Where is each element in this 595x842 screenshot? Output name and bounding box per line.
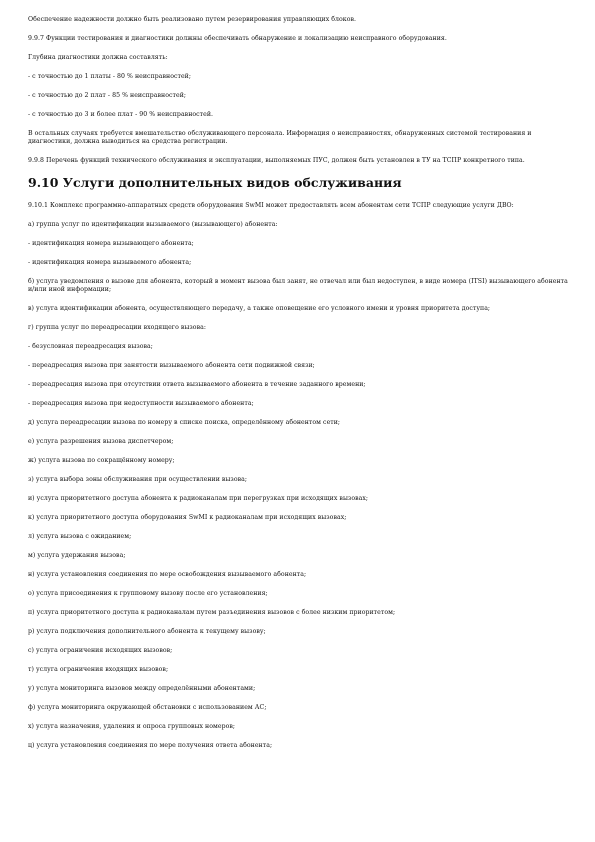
list-item: л) услуга вызова с ожиданием; [28,533,132,540]
list-item: д) услуга переадресации вызова по номеру в списке поиска, определённому абонентом сети; [28,419,341,426]
list-item: - с точностью до 3 и более плат - 90 % неисправностей. [28,111,214,118]
list-item: - переадресация вызова при занятости вызываемого абонента сети подвижной связи; [28,362,315,369]
paragraph: 9.10.1 Комплекс программно-аппаратных средств оборудования SwMI может предоставлять всем абонентам сети ТСПР следующие услуги ДВО: [28,202,514,209]
list-item: ф) услуга мониторинга окружающей обстановки с использованием АС; [28,704,267,711]
list-item: п) услуга приоритетного доступа к радиоканалам путем разъединения вызовов с более низким приоритетом; [28,609,396,616]
list-item: ж) услуга вызова по сокращённому номеру; [28,457,175,464]
list-item: н) услуга установления соединения по мере освобождения вызываемого абонента; [28,571,307,578]
list-item: - с точностью до 1 платы - 80 % неисправностей; [28,73,191,80]
list-item: ц) услуга установления соединения по мере получения ответа абонента; [28,742,273,749]
list-item: м) услуга удержания вызова; [28,552,126,559]
list-item: - с точностью до 2 плат - 85 % неисправностей; [28,92,187,99]
paragraph: 9.9.7 Функции тестирования и диагностики должны обеспечивать обнаружение и локализацию неисправного оборудования. [28,35,447,42]
list-item: у) услуга мониторинга вызовов между определёнными абонентами; [28,685,256,692]
top-paragraphs [28,16,571,165]
list-item: т) услуга ограничения входящих вызовов; [28,666,169,673]
list-item: г) группа услуг по переадресации входящего вызова: [28,324,206,331]
list-item: к) услуга приоритетного доступа оборудования SwMI к радиоканалам при исходящих вызовах; [28,514,347,521]
paragraph: 9.9.8 Перечень функций технического обслуживания и эксплуатации, выполняемых ПУС, должен быть установлен в ТУ на ТСПР конкретного типа. [28,157,525,164]
paragraph: Глубина диагностики должна составлять: [28,54,168,61]
list-item: - переадресация вызова при отсутствии ответа вызываемого абонента в течение заданного времени; [28,381,366,388]
list-item: - переадресация вызова при недоступности вызываемого абонента; [28,400,254,407]
list-item: з) услуга выбора зоны обслуживания при осуществлении вызова; [28,476,248,483]
list-item: - безусловная переадресация вызова; [28,343,153,350]
list-item: - идентификация номера вызываемого абонента; [28,259,192,266]
list-item: х) услуга назначения, удаления и опроса групповых номеров; [28,723,236,730]
list-item: - идентификация номера вызывающего абонента; [28,240,194,247]
list-item: в) услуга идентификации абонента, осуществляющего передачу, а также оповещение его условного имени и уровня приоритета доступа; [28,305,491,312]
list-item: б) услуга уведомления о вызове для абонента, который в момент вызова был занят, не отвечал или был недоступен, в виде номера (ITSI) вызывающего абонента и/или иной информации; [28,278,568,293]
section-title: 9.10 Услуги дополнительных видов обслуживания [28,175,402,190]
list-item: о) услуга присоединения к групповому вызову после его установления; [28,590,268,597]
paragraph: Обеспечение надежности должно быть реализовано путем резервирования управляющих блоков. [28,16,357,23]
paragraph: В остальных случаях требуется вмешательство обслуживающего персонала. Информация о неисправностях, обнаруженных системой тестирования и диагностики, должна выводиться на средства регистрации. [28,130,532,145]
list-item: а) группа услуг по идентификации вызываемого (вызывающего) абонента: [28,221,278,228]
list-item: и) услуга приоритетного доступа абонента к радиоканалам при перегрузках при исходящих вызовах; [28,495,369,502]
body-paragraphs [28,202,571,750]
list-item: с) услуга ограничения исходящих вызовов; [28,647,173,654]
list-item: е) услуга разрешения вызова диспетчером; [28,438,174,445]
list-item: р) услуга подключения дополнительного абонента к текущему вызову; [28,628,266,635]
